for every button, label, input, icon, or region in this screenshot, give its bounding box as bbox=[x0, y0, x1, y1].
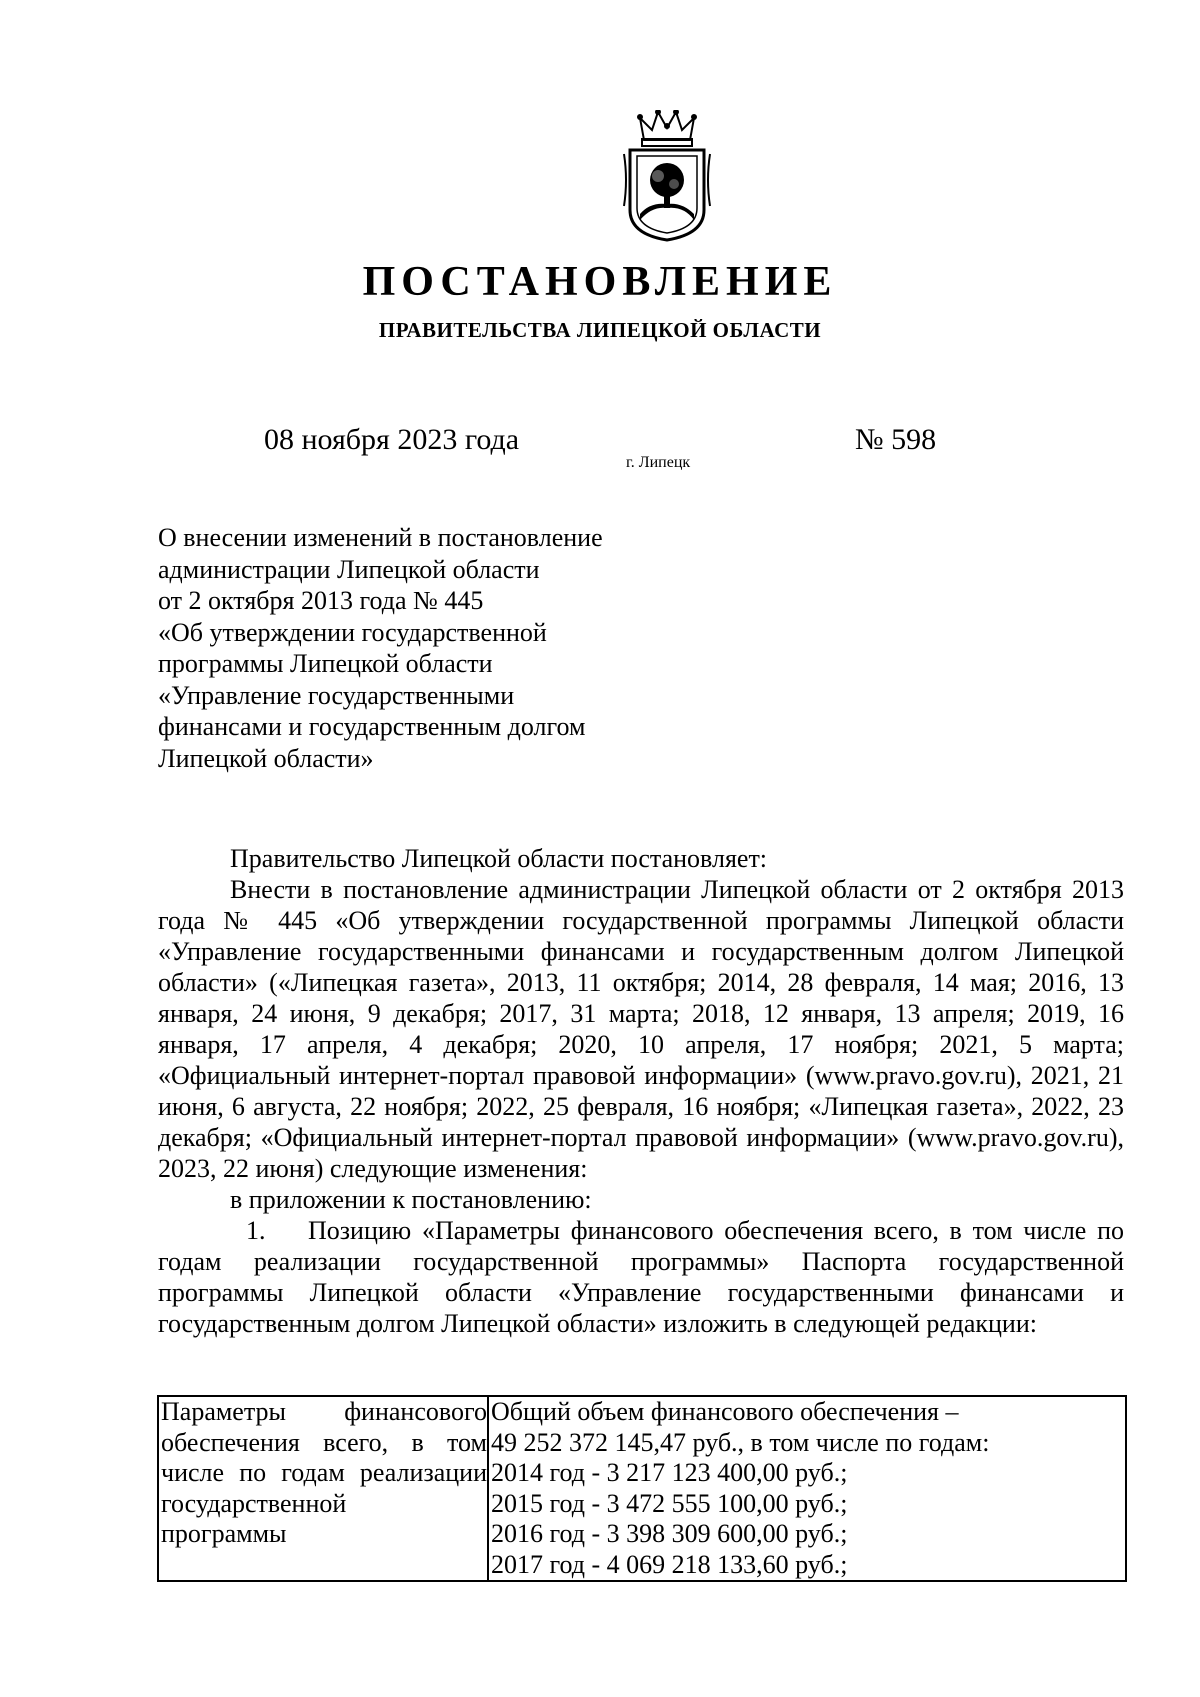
table-cell-parameter-name bbox=[158, 1396, 488, 1581]
subject-line: Липецкой области» bbox=[158, 743, 374, 773]
subject-line: «Об утверждении государственной bbox=[158, 617, 547, 647]
subject-line: от 2 октября 2013 года № 445 bbox=[158, 586, 484, 615]
table-cell-parameter-value bbox=[488, 1396, 1126, 1581]
document-number: № 598 bbox=[855, 423, 937, 456]
lipetsk-coat-of-arms-icon bbox=[622, 110, 712, 242]
document-body bbox=[158, 843, 1124, 1339]
parameter-name-line: числе по годам реализации bbox=[161, 1458, 487, 1487]
year-amount-line: 2014 год - 3 217 123 400,00 руб.; bbox=[491, 1458, 848, 1487]
year-amount-line: 2016 год - 3 398 309 600,00 руб.; bbox=[491, 1519, 848, 1548]
document-city: г. Липецк bbox=[626, 454, 691, 471]
item-paragraph bbox=[158, 1215, 1124, 1339]
item-text: Позицию «Параметры финансового обеспечения всего, в том числе по годам реализации государственной программы» Паспорта государственной программы Липецкой области «Управление государственными финансами и государственным долгом Липецкой области» изложить в следующей редакции: bbox=[158, 1216, 1124, 1338]
coat-of-arms-emblem bbox=[622, 110, 712, 242]
year-amount-line: 2015 год - 3 472 555 100,00 руб.; bbox=[491, 1488, 848, 1518]
subject-line: программы Липецкой области bbox=[158, 649, 493, 678]
table-row bbox=[158, 1396, 1126, 1581]
appendix-line: в приложении к постановлению: bbox=[230, 1185, 592, 1214]
document-subtitle: ПРАВИТЕЛЬСТВА ЛИПЕЦКОЙ ОБЛАСТИ bbox=[378, 318, 822, 342]
parameter-value-line: Общий объем финансового обеспечения – bbox=[491, 1397, 959, 1426]
parameter-value-line: 49 252 372 145,47 руб., в том числе по годам: bbox=[491, 1427, 990, 1457]
item-number: 1. bbox=[246, 1216, 266, 1245]
parameter-name-line: Параметры финансового bbox=[161, 1397, 487, 1426]
subject-line: финансами и государственным долгом bbox=[158, 712, 586, 741]
subject-line: администрации Липецкой области bbox=[158, 554, 540, 584]
parameter-name-line: государственной bbox=[161, 1488, 347, 1518]
subject-line: О внесении изменений в постановление bbox=[158, 523, 603, 552]
subject-line: «Управление государственными bbox=[158, 680, 515, 710]
parameter-name-line: программы bbox=[161, 1519, 287, 1548]
main-paragraph: Внести в постановление администрации Липецкой области от 2 октября 2013 года № 445 «Об утверждении государственной программы Липецкой области «Управление государственными финансами и государственным долгом Липецкой области» («Липецкая газета», 2013, 11 октября; 2014, 28 февраля, 14 мая; 2016, 13 января, 24 июня, 9 декабря; 2017, 31 марта; 2018, 12 января, 13 апреля; 2019, 16 января, 17 апреля, 4 декабря; 2020, 10 апреля, 17 ноября; 2021, 5 марта; «Официальный интернет-портал правовой информации» (www.pravo.gov.ru), 2021, 21 июня, 6 августа, 22 ноября; 2022, 25 февраля, 16 ноября; «Липецкая газета», 2022, 23 декабря; «Официальный интернет-портал правовой информации» (www.pravo.gov.ru), 2023, 22 июня) следующие изменения: bbox=[158, 875, 1124, 1183]
year-amount-line: 2017 год - 4 069 218 133,60 руб.; bbox=[491, 1549, 848, 1579]
parameter-name-line: обеспечения всего, в том bbox=[161, 1427, 487, 1457]
document-subject bbox=[158, 522, 718, 774]
intro-paragraph: Правительство Липецкой области постановляет: bbox=[230, 844, 768, 873]
document-date: 08 ноября 2023 года bbox=[264, 423, 520, 456]
financing-parameters-table bbox=[157, 1395, 1127, 1582]
document-title: ПОСТАНОВЛЕНИЕ bbox=[362, 259, 838, 305]
